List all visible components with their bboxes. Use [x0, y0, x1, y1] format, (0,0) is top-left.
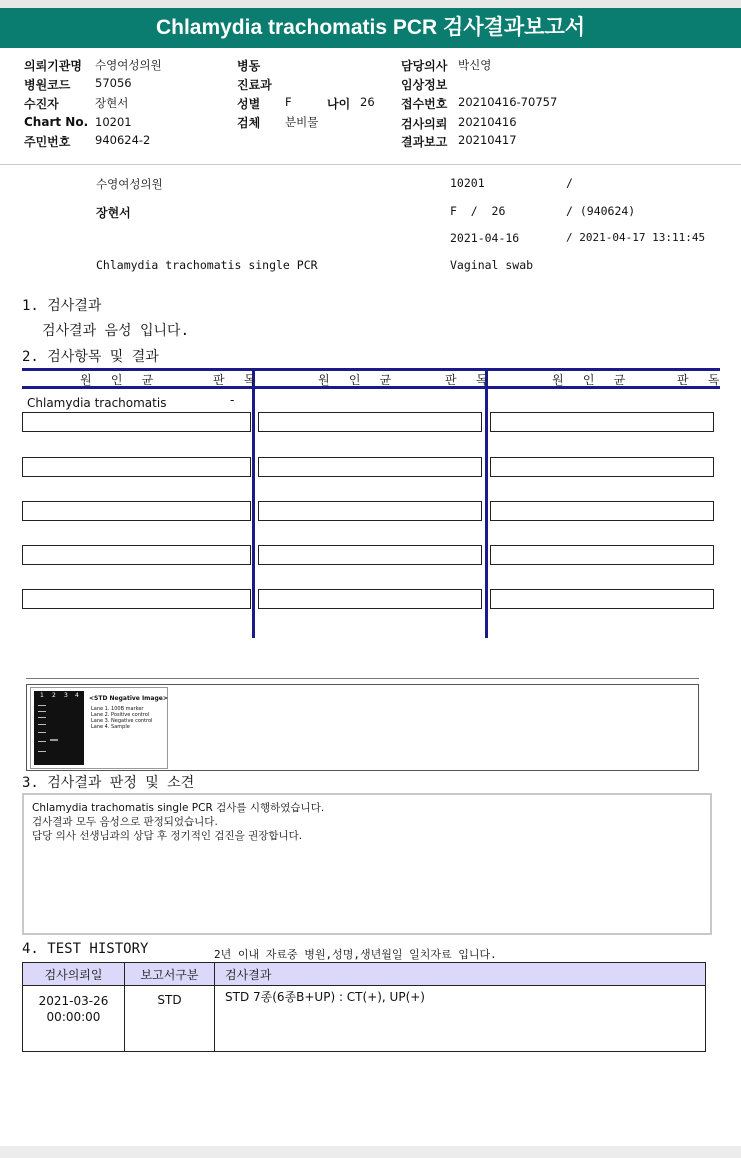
findings-box — [22, 793, 712, 935]
history-result: STD 7종(6종B+UP) : CT(+), UP(+) — [215, 986, 706, 1052]
result-cell — [258, 589, 482, 609]
gel-caption-line: Lane 4. Sample — [91, 724, 130, 730]
history-date-cell — [23, 986, 125, 1052]
hospital-label: 의뢰기관명 — [24, 59, 82, 73]
lane-number: 3 — [64, 692, 68, 699]
result-cell — [490, 545, 714, 565]
history-type: STD — [125, 986, 215, 1052]
history-col-date: 검사의뢰일 — [23, 963, 125, 986]
history-table — [22, 962, 706, 1052]
grid-divider-2 — [485, 368, 488, 638]
col1-judge-header: 판 독 — [213, 373, 262, 387]
result-cell — [22, 545, 251, 565]
finding-line: 검사결과 모두 음성으로 판정되었습니다. — [32, 816, 218, 828]
marker-band — [38, 741, 46, 742]
info-id: / (940624) — [566, 204, 636, 218]
result-item-name: Chlamydia trachomatis — [27, 396, 167, 410]
hospital-value: 수영여성의원 — [95, 58, 162, 72]
sex-value: F — [285, 95, 292, 109]
section2-heading: 2. 검사항목 및 결과 — [22, 349, 159, 365]
section3-heading: 3. 검사결과 판정 및 소견 — [22, 775, 195, 791]
request-date-value: 20210416 — [458, 115, 517, 129]
info-slash: / — [566, 176, 573, 190]
request-date-label: 검사의뢰 — [401, 117, 448, 131]
lane-number: 1 — [40, 692, 44, 699]
sex-label: 성별 — [237, 97, 261, 111]
accession-label: 접수번호 — [401, 97, 448, 111]
result-cell — [22, 501, 251, 521]
col1-pathogen-header: 원 인 균 — [80, 373, 160, 387]
gel-caption-line: Lane 1. 100B marker — [91, 706, 144, 712]
accession-value: 20210416-70757 — [458, 95, 558, 109]
result-cell — [490, 589, 714, 609]
gel-caption-title: <STD Negative Image> — [89, 695, 168, 702]
result-cell — [258, 501, 482, 521]
info-hospital: 수영여성의원 — [96, 177, 163, 191]
gel-photo — [34, 691, 84, 765]
info-sex-age: F / 26 — [450, 204, 506, 218]
gel-caption-line: Lane 3. Negative control — [91, 718, 153, 724]
section1-result: 검사결과 음성 입니다. — [42, 323, 190, 339]
top-strip — [0, 0, 741, 8]
history-header-row — [23, 963, 706, 986]
chart-no-label: Chart No. — [24, 115, 89, 129]
patient-value: 장현서 — [95, 96, 129, 110]
resident-no-value: 940624-2 — [95, 133, 151, 147]
header-divider — [0, 164, 741, 165]
marker-band — [38, 705, 46, 706]
result-cell — [258, 545, 482, 565]
history-time: 00:00:00 — [46, 1010, 101, 1024]
bottom-strip — [0, 1146, 741, 1158]
specimen-value: 분비물 — [285, 115, 319, 129]
resident-no-label: 주민번호 — [24, 135, 71, 149]
finding-line: Chlamydia trachomatis single PCR 검사를 시행하였습니다. — [32, 802, 325, 814]
info-specimen: Vaginal swab — [450, 258, 534, 272]
report-title: Chlamydia trachomatis PCR 검사결과보고서 — [0, 8, 741, 48]
result-item-value: - — [230, 393, 235, 407]
positive-band — [50, 739, 58, 741]
lane-number: 2 — [52, 692, 56, 699]
grid-divider-1 — [252, 368, 255, 638]
hospital-code-value: 57056 — [95, 76, 132, 90]
result-cell — [22, 457, 251, 477]
gel-top-rule — [26, 678, 699, 679]
marker-band — [38, 751, 46, 752]
info-test: Chlamydia trachomatis single PCR — [96, 258, 318, 272]
doctor-label: 담당의사 — [401, 59, 448, 73]
department-label: 진료과 — [237, 78, 272, 92]
patient-label: 수진자 — [24, 97, 59, 111]
result-cell — [258, 457, 482, 477]
chart-no-value: 10201 — [95, 115, 132, 129]
report-date-value: 20210417 — [458, 133, 517, 147]
col3-judge-header: 판 독 — [677, 373, 726, 387]
result-cell — [490, 412, 714, 432]
gel-panel — [26, 684, 699, 771]
history-date: 2021-03-26 — [38, 994, 109, 1008]
doctor-value: 박신영 — [458, 58, 492, 72]
table-row — [23, 986, 706, 1052]
info-date-request: 2021-04-16 — [450, 231, 520, 245]
gel-image — [30, 687, 168, 769]
history-col-type: 보고서구분 — [125, 963, 215, 986]
hospital-code-label: 병원코드 — [24, 78, 71, 92]
gel-caption-line: Lane 2. Positive control — [91, 712, 150, 718]
age-label: 나이 — [327, 97, 351, 111]
result-cell — [490, 501, 714, 521]
age-value: 26 — [360, 95, 375, 109]
finding-line: 담당 의사 선생님과의 상담 후 정기적인 검진을 권장합니다. — [32, 830, 303, 842]
result-cell — [258, 412, 482, 432]
marker-band — [38, 732, 46, 733]
info-date-report: / 2021-04-17 13:11:45 — [566, 231, 706, 244]
history-note: 2년 이내 자료중 병원,성명,생년월일 일치자료 입니다. — [214, 948, 497, 961]
section4-heading: 4. TEST HISTORY — [22, 941, 149, 957]
col2-pathogen-header: 원 인 균 — [318, 373, 398, 387]
report-date-label: 결과보고 — [401, 135, 448, 149]
lane-number: 4 — [75, 692, 79, 699]
result-cell — [22, 589, 251, 609]
specimen-label: 검체 — [237, 116, 261, 130]
result-cell — [22, 412, 251, 432]
marker-band — [38, 711, 46, 712]
marker-band — [38, 717, 46, 718]
info-name: 장현서 — [96, 206, 131, 220]
section1-heading: 1. 검사결과 — [22, 298, 102, 314]
result-cell — [490, 457, 714, 477]
ward-label: 병동 — [237, 59, 261, 73]
history-col-result: 검사결과 — [215, 963, 706, 986]
clinical-info-label: 임상정보 — [401, 78, 448, 92]
col2-judge-header: 판 독 — [445, 373, 494, 387]
info-chart: 10201 — [450, 176, 485, 190]
col3-pathogen-header: 원 인 균 — [552, 373, 632, 387]
marker-band — [38, 724, 46, 725]
